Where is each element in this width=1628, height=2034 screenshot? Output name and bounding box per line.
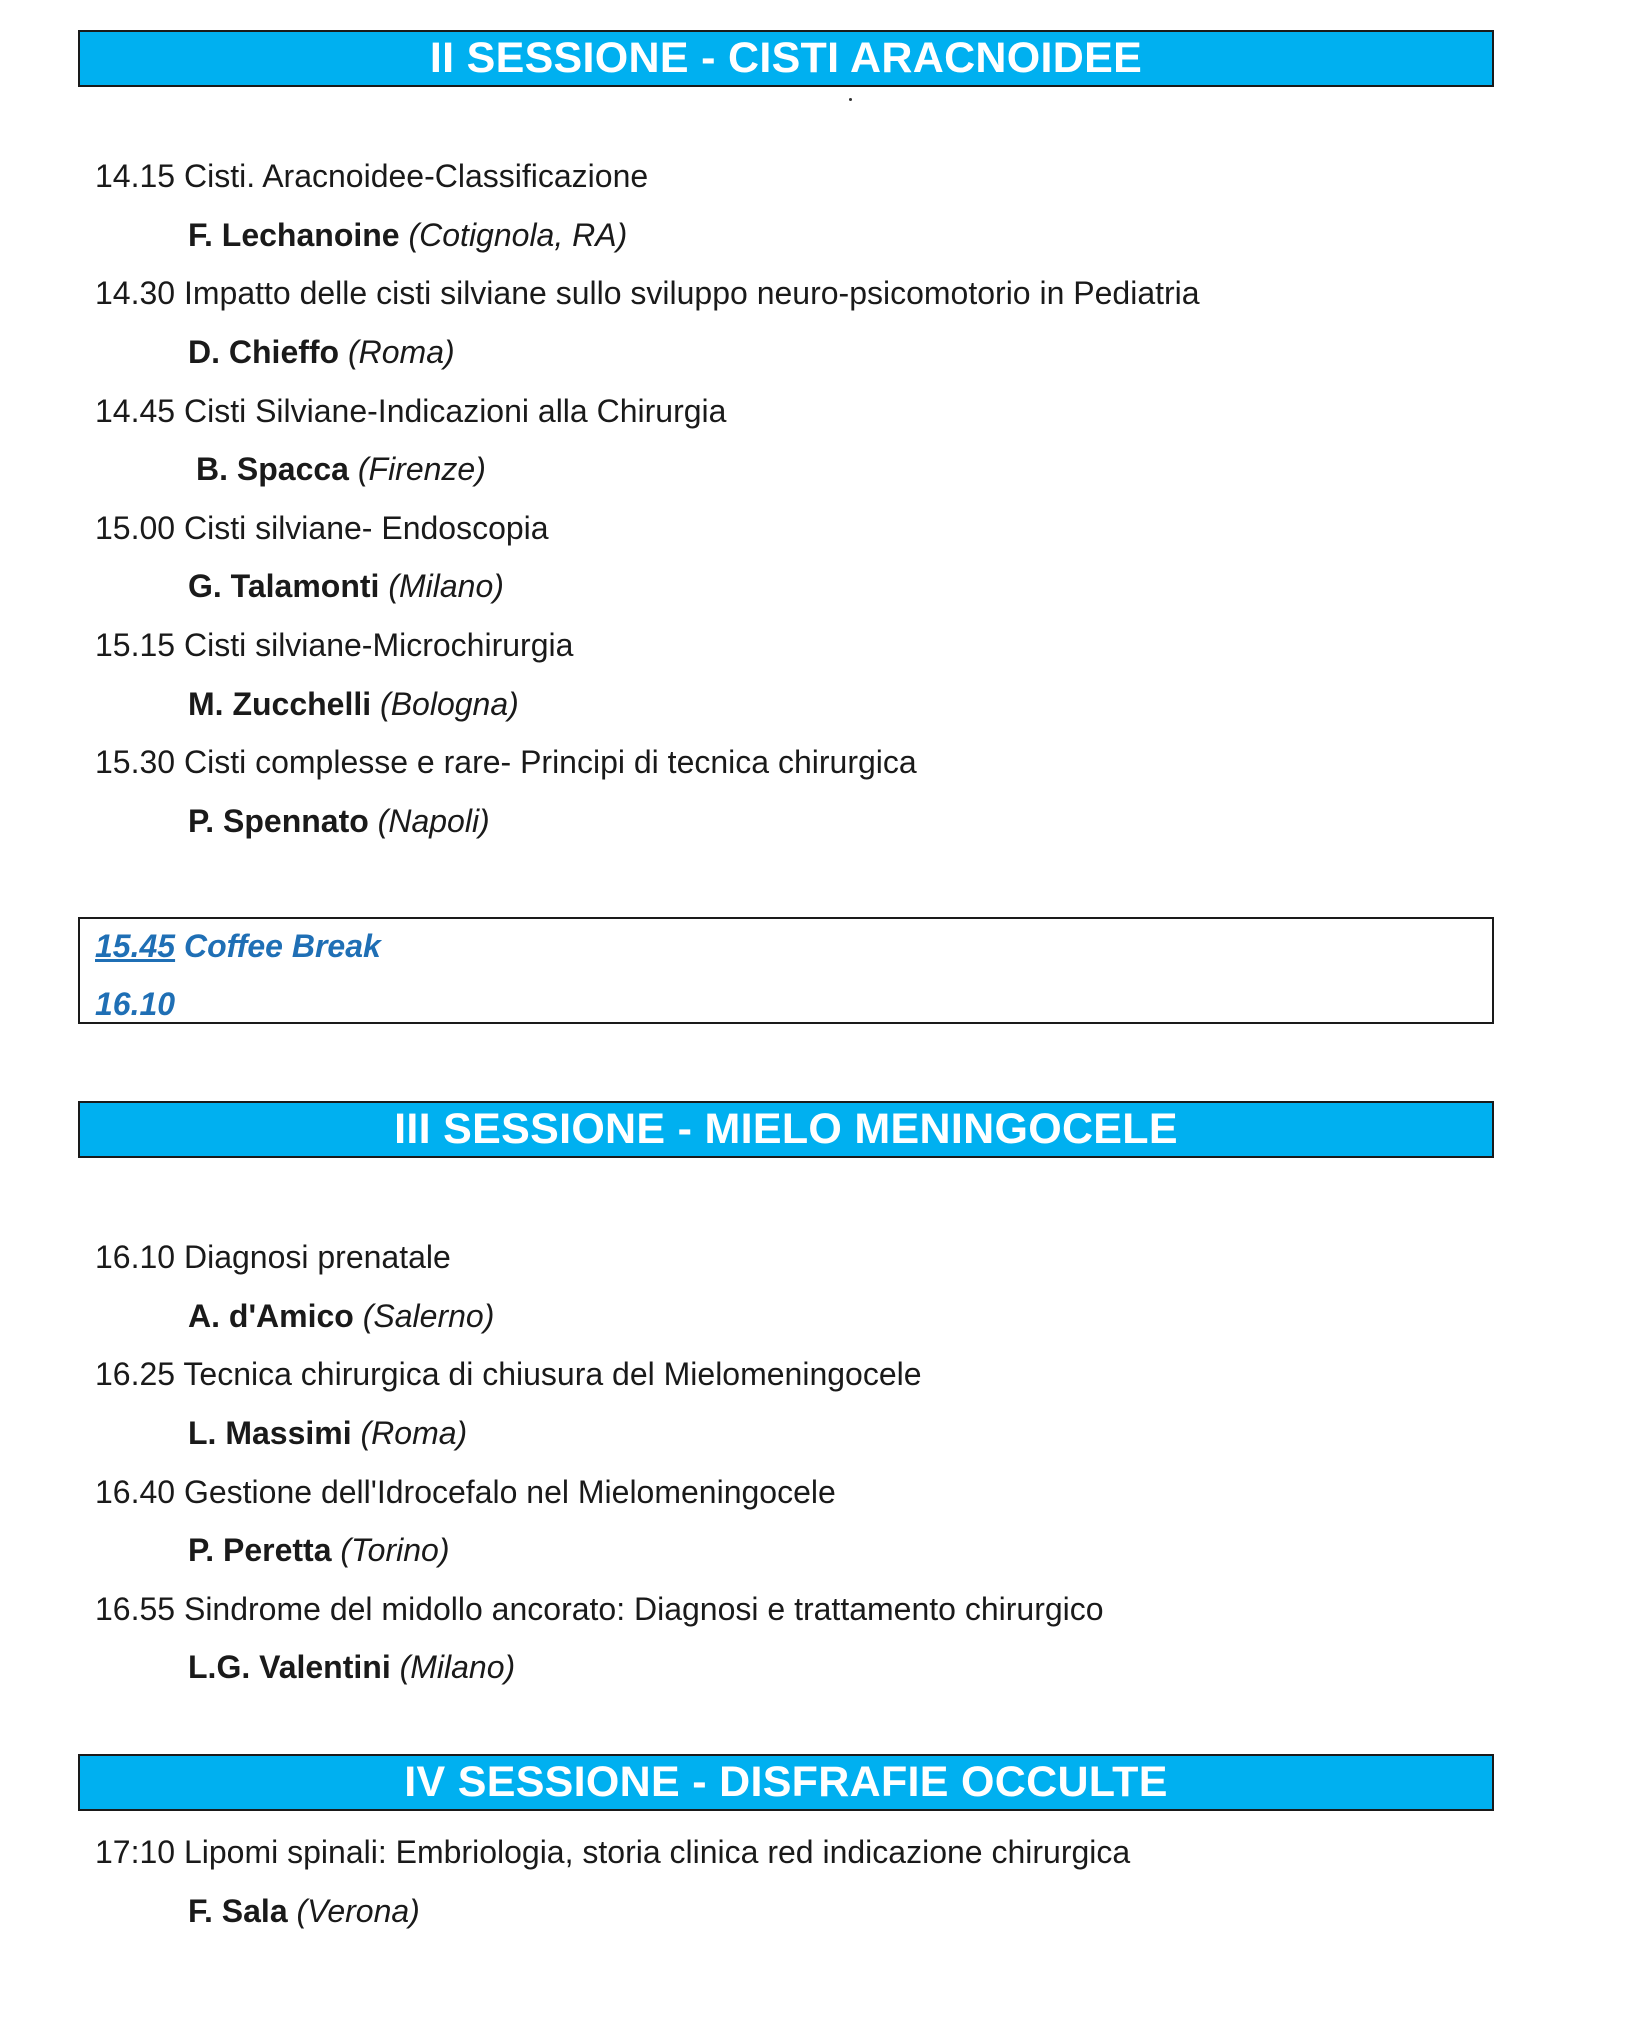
talk-time: 14.45 <box>95 393 176 429</box>
speaker-city: (Cotignola, RA) <box>408 217 628 253</box>
speaker-name: B. Spacca <box>196 451 349 487</box>
talk-title-text: Cisti. Aracnoidee-Classificazione <box>183 158 649 194</box>
session-3-title: III SESSIONE - MIELO MENINGOCELE <box>394 1105 1178 1153</box>
talk-time: 17:10 <box>95 1834 176 1870</box>
speaker-name: P. Spennato <box>188 803 369 839</box>
coffee-break-label: Coffee Break <box>183 928 381 964</box>
talk-time: 16.25 <box>95 1356 176 1392</box>
talk-time: 16.55 <box>95 1591 176 1627</box>
talk-time: 14.15 <box>95 158 176 194</box>
coffee-break-line <box>95 927 381 965</box>
session-2-speaker-1 <box>188 216 627 254</box>
speaker-city: (Roma) <box>347 334 455 370</box>
speaker-city: (Torino) <box>340 1532 450 1568</box>
coffee-break-end-time: 16.10 <box>95 986 176 1022</box>
session-2-talk-2 <box>95 274 1200 312</box>
session-4-speaker-1 <box>188 1892 420 1930</box>
speaker-name: F. Lechanoine <box>188 217 400 253</box>
talk-title-text: Cisti silviane-Microchirurgia <box>183 627 574 663</box>
speaker-city: (Bologna) <box>380 686 519 722</box>
session-2-title: II SESSIONE - CISTI ARACNOIDEE <box>429 34 1143 82</box>
speaker-name: D. Chieffo <box>188 334 340 370</box>
session-3-talk-1 <box>95 1238 451 1276</box>
session-2-speaker-6 <box>188 802 490 840</box>
speaker-city: (Milano) <box>388 568 504 604</box>
speaker-city: (Firenze) <box>357 451 486 487</box>
speaker-name: M. Zucchelli <box>188 686 372 722</box>
session-2-talk-6 <box>95 743 917 781</box>
talk-title-text: Cisti complesse e rare- Principi di tecnica chirurgica <box>183 744 917 780</box>
talk-time: 16.10 <box>95 1239 176 1275</box>
speaker-city: (Verona) <box>296 1893 420 1929</box>
talk-time: 15.15 <box>95 627 176 663</box>
session-3-talk-2 <box>95 1355 922 1393</box>
speaker-city: (Roma) <box>360 1415 468 1451</box>
session-4-title: IV SESSIONE - DISFRAFIE OCCULTE <box>404 1758 1168 1806</box>
session-2-speaker-3 <box>196 450 486 488</box>
session-2-talk-1 <box>95 157 648 195</box>
talk-title-text: Gestione dell'Idrocefalo nel Mielomeningocele <box>183 1474 836 1510</box>
speaker-name: G. Talamonti <box>188 568 380 604</box>
session-3-speaker-2 <box>188 1414 467 1452</box>
talk-title-text: Diagnosi prenatale <box>183 1239 451 1275</box>
session-4-talk-1 <box>95 1833 1130 1871</box>
session-3-speaker-4 <box>188 1648 515 1686</box>
session-2-talk-3 <box>95 392 726 430</box>
talk-time: 16.40 <box>95 1474 176 1510</box>
speaker-name: A. d'Amico <box>188 1298 354 1334</box>
session-3-speaker-1 <box>188 1297 494 1335</box>
talk-time: 14.30 <box>95 275 176 311</box>
session-3-talk-4 <box>95 1590 1104 1628</box>
talk-title-text: Lipomi spinali: Embriologia, storia clinica red indicazione chirurgica <box>183 1834 1131 1870</box>
talk-time: 15.30 <box>95 744 176 780</box>
session-2-talk-4 <box>95 509 549 547</box>
stray-dot <box>849 98 852 101</box>
session-2-speaker-2 <box>188 333 455 371</box>
session-2-talk-5 <box>95 626 573 664</box>
speaker-name: F. Sala <box>188 1893 288 1929</box>
session-2-banner <box>78 30 1494 87</box>
session-3-banner <box>78 1101 1494 1158</box>
speaker-name: P. Peretta <box>188 1532 332 1568</box>
session-2-speaker-4 <box>188 567 504 605</box>
speaker-name: L. Massimi <box>188 1415 352 1451</box>
speaker-name: L.G. Valentini <box>188 1649 391 1685</box>
speaker-city: (Napoli) <box>377 803 490 839</box>
talk-title-text: Impatto delle cisti silviane sullo sviluppo neuro-psicomotorio in Pediatria <box>183 275 1200 311</box>
coffee-break-box <box>78 917 1494 1024</box>
talk-title-text: Cisti Silviane-Indicazioni alla Chirurgia <box>183 393 727 429</box>
speaker-city: (Milano) <box>399 1649 516 1685</box>
session-4-banner <box>78 1754 1494 1811</box>
session-3-speaker-3 <box>188 1531 449 1569</box>
speaker-city: (Salerno) <box>362 1298 495 1334</box>
coffee-break-start-time: 15.45 <box>95 928 176 964</box>
talk-title-text: Tecnica chirurgica di chiusura del Mielomeningocele <box>183 1356 922 1392</box>
talk-title-text: Cisti silviane- Endoscopia <box>183 510 549 546</box>
talk-title-text: Sindrome del midollo ancorato: Diagnosi e trattamento chirurgico <box>183 1591 1104 1627</box>
session-3-talk-3 <box>95 1473 836 1511</box>
session-2-speaker-5 <box>188 685 519 723</box>
talk-time: 15.00 <box>95 510 176 546</box>
